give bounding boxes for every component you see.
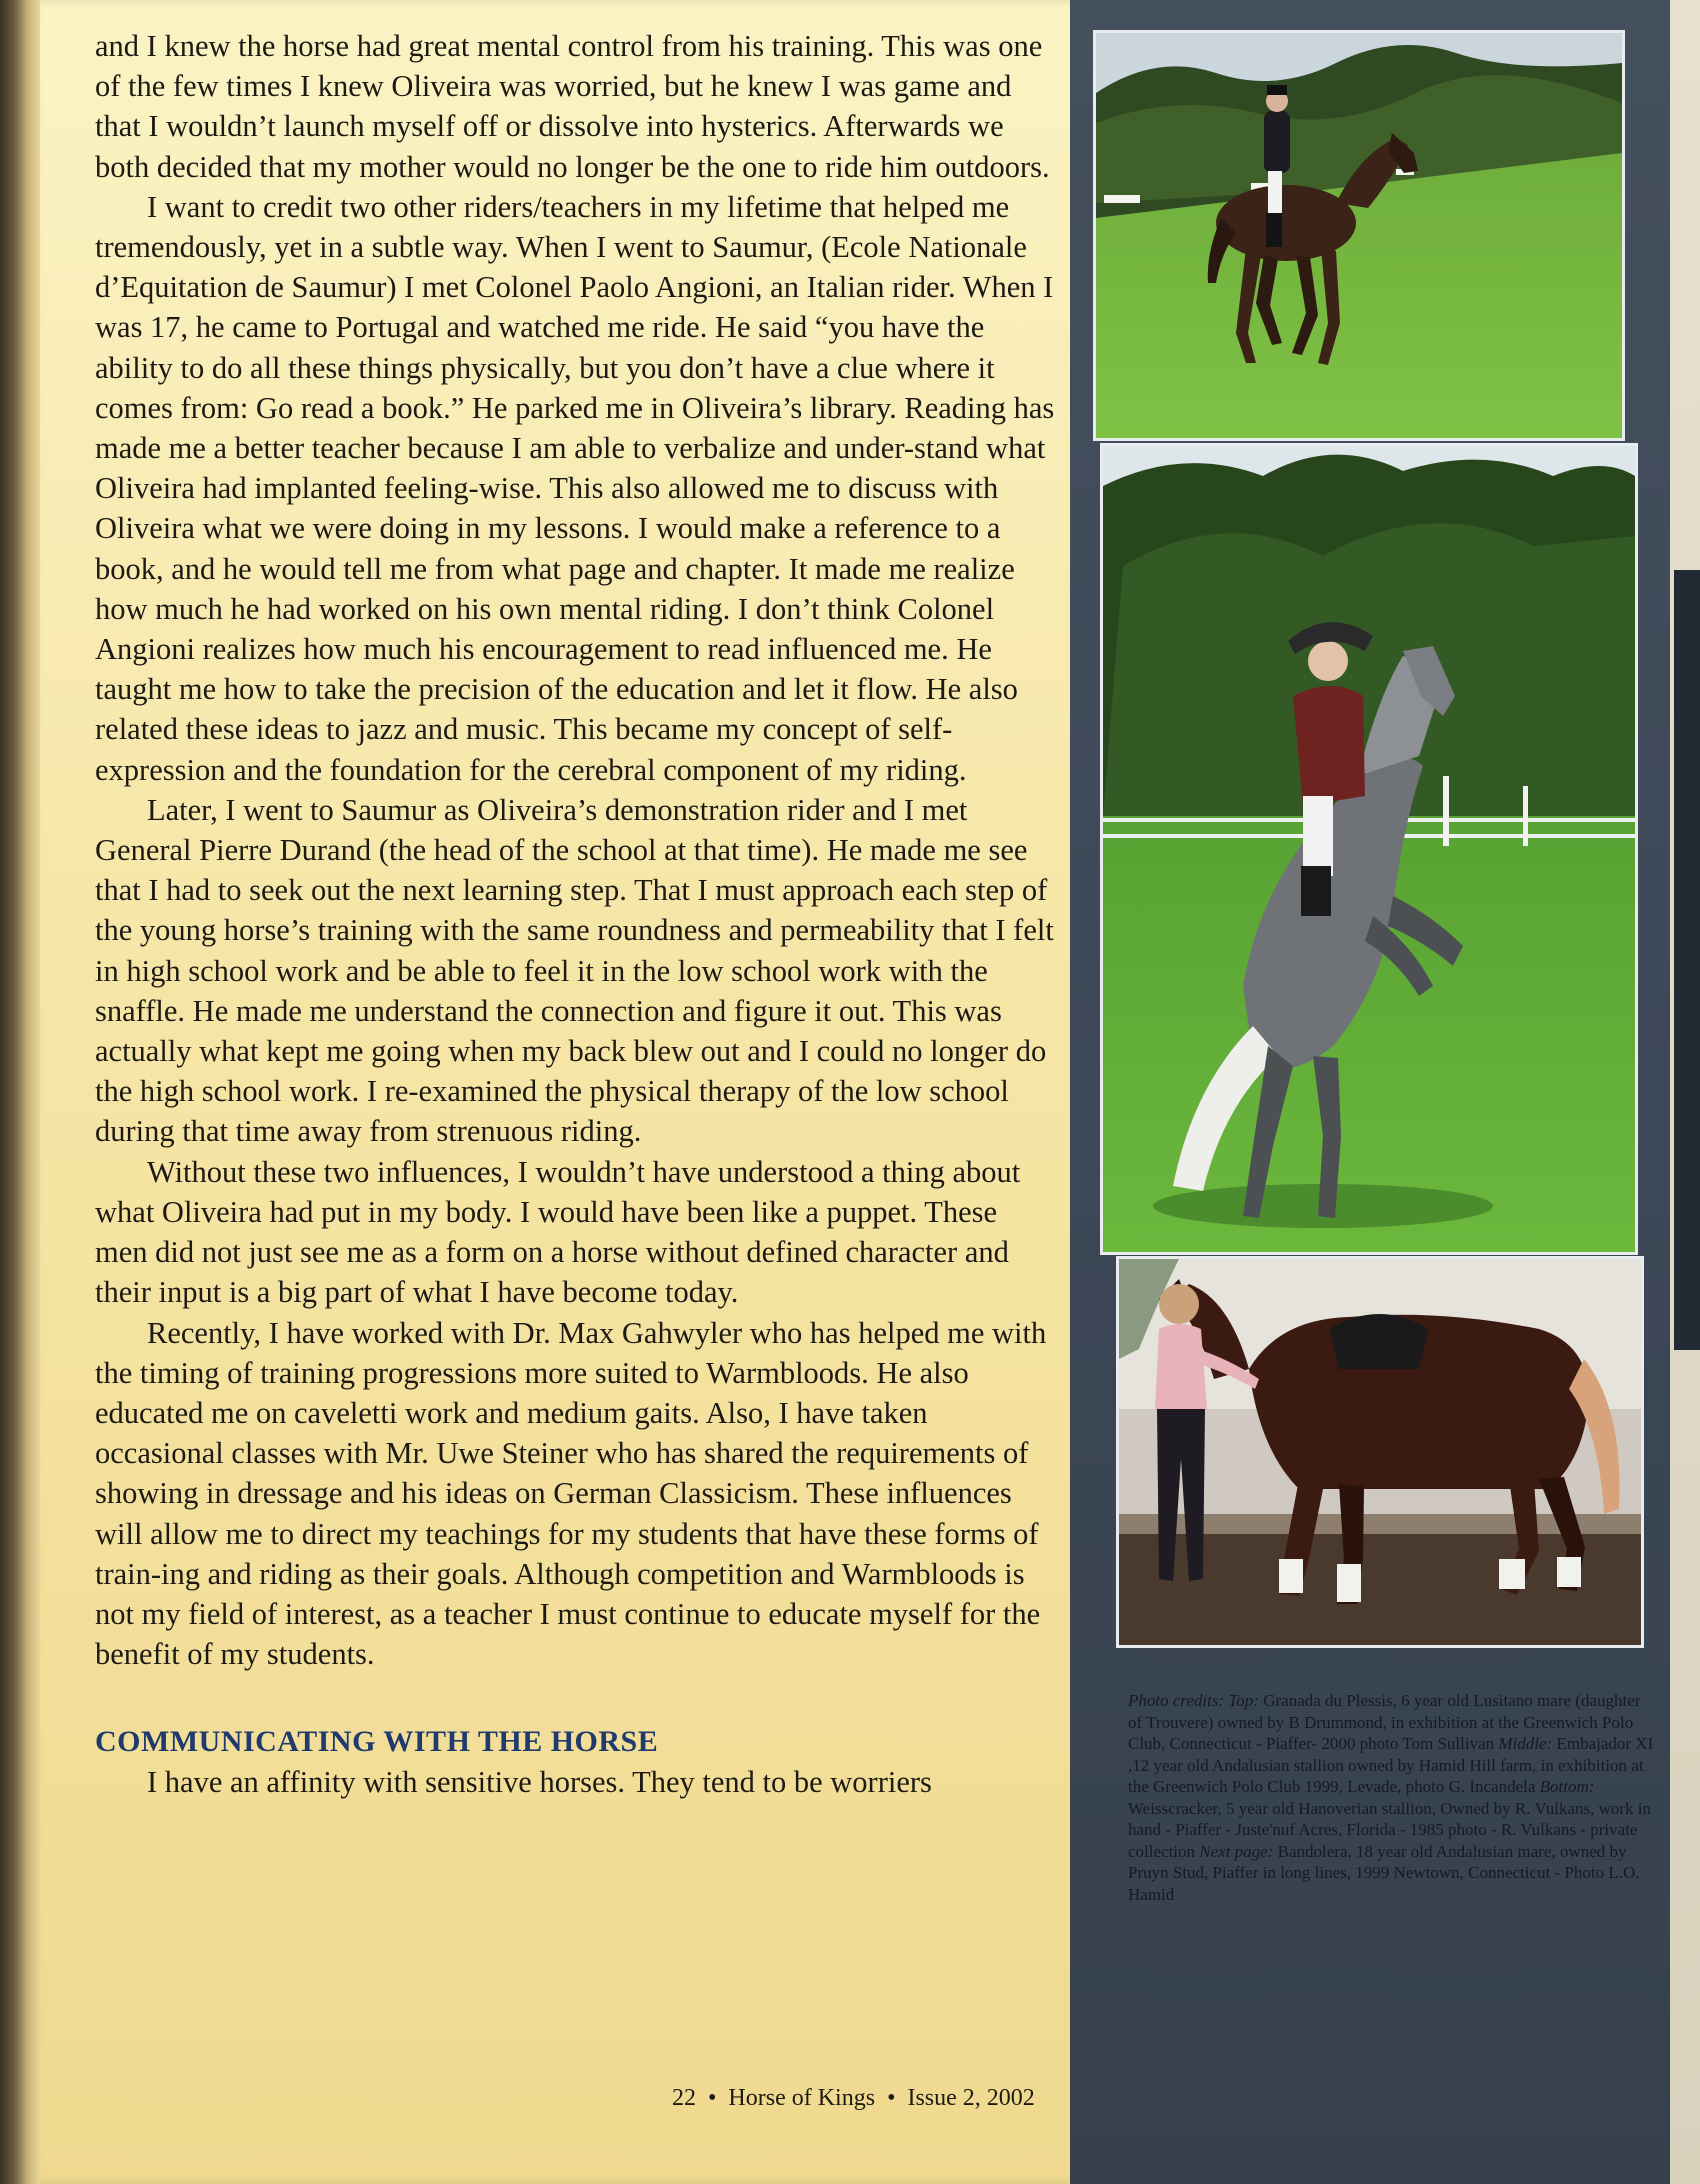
article-body [95,26,1055,1803]
credit-bottom-label: Bottom: [1539,1777,1595,1796]
magazine-name: Horse of Kings [728,2085,876,2111]
issue-label: Issue 2, 2002 [907,2085,1035,2111]
credit-middle-label: Middle: [1498,1734,1553,1753]
credit-top-text: Granada du Plessis, 6 year old Lusitano mare (daughter of Trouvere) owned by B Drummond, in exhibition at the Greenwich Polo Club, Connecticut - Piaffer- 2000 photo Tom Sullivan [1128,1691,1641,1753]
footer-separator-1: • [708,2085,717,2111]
photo-top-piaffer [1093,30,1625,441]
credit-middle-text: Embajador XI ,12 year old Andalusian stallion owned by Hamid Hill farm, in exhibition at the Greenwich Polo Club 1999, Levade, photo G. Incandela [1128,1734,1654,1796]
credit-next-text: Bandolera, 18 year old Andalusian mare, owned by Pruyn Stud, Piaffer in long lines, 1999 Newtown, Connecticut - Photo L.O. Hamid [1128,1841,1640,1904]
credit-top-label: Photo credits: Top: [1128,1691,1259,1710]
article-page [40,0,1090,2184]
page-number: 22 [672,2085,696,2111]
paragraph-6: I have an affinity with sensitive horses. They tend to be worriers [147,1765,932,1800]
page-footer [672,2085,1035,2112]
paragraph-1: and I knew the horse had great mental control from his training. This was one of the few times I knew Oliveira was worried, but he knew I was game and that I wouldn’t launch myself off or dissolve into hysterics. Afterwards we both decided that my mother would no longer be the one to ride him outdoors. [95,29,1050,184]
paragraph-5: Recently, I have worked with Dr. Max Gahwyler who has helped me with the timing of training progressions more suited to Warmbloods. He also educated me on caveletti work and medium gaits. Also, I have taken occasional classes with Mr. Uwe Steiner who has shared the requirements of showing in dressage and his ideas on German Classicism. These influences will allow me to direct my teachings for my students that have these forms of train-ing and riding as their goals. Although competition and Warmbloods is not my field of interest, as a teacher I must continue to educate myself for the benefit of my students. [95,1315,1047,1672]
binding-gutter [0,0,40,2184]
paragraph-4: Without these two influences, I wouldn’t have understood a thing about what Oliveira had put in my body. I would have been like a puppet. These men did not just see me as a form on a horse without defined character and their input is a big part of what I have become today. [95,1154,1021,1310]
credit-bottom-text: Weisscracker, 5 year old Hanoverian stallion, Owned by R. Vulkans, work in hand - Piaffer - Juste'nuf Acres, Florida - 1985 photo - R. Vulkans - private collection [1128,1798,1652,1861]
edge-tab [1674,570,1700,1350]
photo-credits [1128,1690,1658,1905]
credit-next-label: Next page: [1199,1841,1274,1861]
paragraph-3: Later, I went to Saumur as Oliveira’s demonstration rider and I met General Pierre Durand (the head of the school at that time). He made me see that I had to seek out the next learning step. That I must approach each step of the young horse’s training with the same roundness and permeability that I felt in high school work and be able to feel it in the low school work with the snaffle. He made me understand the connection and figure it out. This was actually what kept me going when my back blew out and I could no longer do the high school work. I re-examined the physical therapy of the low school during that time away from strenuous riding. [95,792,1054,1149]
paragraph-2: I want to credit two other riders/teachers in my lifetime that helped me tremendously, yet in a subtle way. When I went to Saumur, (Ecole Nationale d’Equitation de Saumur) I met Colonel Paolo Angioni, an Italian rider. When I was 17, he came to Portugal and watched me ride. He said “you have the ability to do all these things physically, but you don’t have a clue where it comes from: Go read a book.” He parked me in Oliveira’s library. Reading has made me a better teacher because I am able to verbalize and under-stand what Oliveira had implanted feeling-wise. This also allowed me to discuss with Oliveira what we were doing in my lessons. I would make a reference to a book, and he would tell me from what page and chapter. It made me realize how much he had worked on his own mental riding. I don’t think Colonel Angioni realizes how much his encouragement to read influenced me. He taught me how to take the precision of the education and let it flow. He also related these ideas to jazz and music. This became my concept of self-expression and the foundation for the cerebral component of my riding. [95,189,1055,787]
photo-middle-levade [1100,443,1638,1255]
next-page-edge [1670,0,1700,2184]
photo-bottom-in-hand [1116,1256,1644,1648]
section-heading: COMMUNICATING WITH THE HORSE [95,1725,659,1759]
footer-separator-2: • [887,2085,896,2111]
